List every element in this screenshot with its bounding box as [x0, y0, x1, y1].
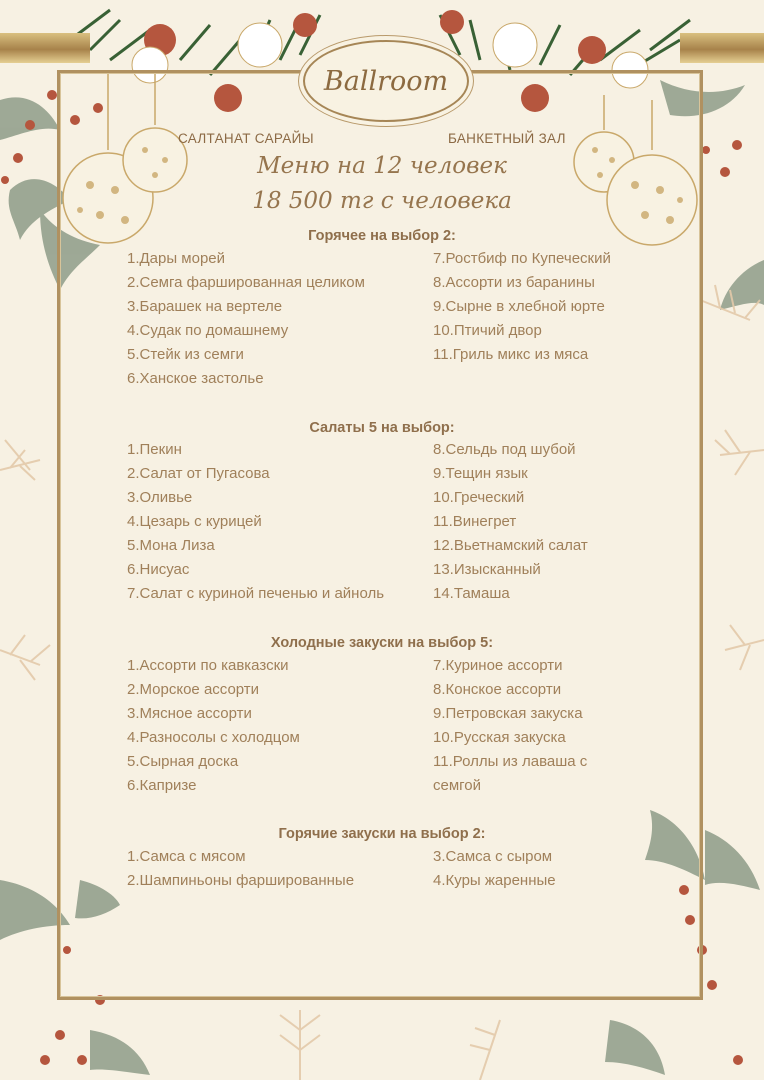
list-item: 2.Морское ассорти: [127, 681, 260, 698]
list-item: 2.Салат от Пугасова: [127, 465, 270, 482]
ribbon-right: [680, 33, 764, 63]
list-item: 11.Винегрет: [433, 513, 517, 530]
list-item: 6.Ханское застолье: [127, 370, 264, 387]
list-item: 7.Ростбиф по Купеческий: [433, 250, 611, 267]
list-item: 4.Разносолы с холодцом: [127, 729, 300, 746]
list-item: 10.Русская закуска: [433, 729, 566, 746]
section-title-cold-appetizers: Холодные закуски на выбор 5:: [270, 635, 494, 651]
list-item: 9.Сырне в хлебной юрте: [433, 298, 605, 315]
list-item: 11.Роллы из лаваша с: [433, 753, 588, 770]
list-item: 3.Мясное ассорти: [127, 705, 252, 722]
list-item: 9.Тещин язык: [433, 465, 528, 482]
list-item: 1.Пекин: [127, 441, 182, 458]
ballroom-logo: [303, 40, 469, 122]
list-item: 12.Вьетнамский салат: [433, 537, 588, 554]
list-item: 6.Капризе: [127, 777, 197, 794]
list-item: 4.Куры жаренные: [433, 872, 556, 889]
list-item: 8.Конское ассорти: [433, 681, 562, 698]
list-item: 13.Изысканный: [433, 561, 541, 578]
list-item: семгой: [433, 777, 482, 794]
list-item: 7.Куриное ассорти: [433, 657, 563, 674]
subtitle-left: САЛТАНАТ САРАЙЫ: [178, 131, 314, 146]
logo-text: Ballroom: [323, 65, 449, 97]
list-item: 4.Судак по домашнему: [127, 322, 289, 339]
list-item: 14.Тамаша: [433, 585, 510, 602]
list-item: 11.Гриль микс из мяса: [433, 346, 589, 363]
list-item: 2.Шампиньоны фаршированные: [127, 872, 355, 889]
list-item: 3.Оливье: [127, 489, 193, 506]
section-title-hot-appetizers: Горячие закуски на выбор 2:: [278, 826, 486, 842]
list-item: 8.Ассорти из баранины: [433, 274, 595, 291]
list-item: 1.Дары морей: [127, 250, 226, 267]
list-item: 10.Греческий: [433, 489, 525, 506]
list-item: 3.Барашек на вертеле: [127, 298, 283, 315]
list-item: 5.Стейк из семги: [127, 346, 244, 363]
section-title-hot: Горячее на выбор 2:: [308, 228, 456, 244]
list-item: 8.Сельдь под шубой: [433, 441, 576, 458]
list-item: 1.Ассорти по кавказски: [127, 657, 289, 674]
menu-title: Меню на 12 человек: [257, 153, 507, 179]
list-item: 4.Цезарь с курицей: [127, 513, 262, 530]
subtitle-right: БАНКЕТНЫЙ ЗАЛ: [448, 131, 566, 146]
list-item: 5.Сырная доска: [127, 753, 239, 770]
list-item: 10.Птичий двор: [433, 322, 542, 339]
list-item: 2.Семга фаршированная целиком: [127, 274, 365, 291]
list-item: 6.Нисуас: [127, 561, 190, 578]
ribbon-left: [0, 33, 90, 63]
list-item: 5.Мона Лиза: [127, 537, 215, 554]
list-item: 9.Петровская закуска: [433, 705, 583, 722]
menu-price: 18 500 тг с человека: [252, 188, 512, 214]
list-item: 1.Самса с мясом: [127, 848, 246, 865]
list-item: 7.Салат с куриной печенью и айноль: [127, 585, 385, 602]
section-title-salads: Салаты 5 на выбор:: [309, 420, 455, 436]
list-item: 3.Самса с сыром: [433, 848, 553, 865]
